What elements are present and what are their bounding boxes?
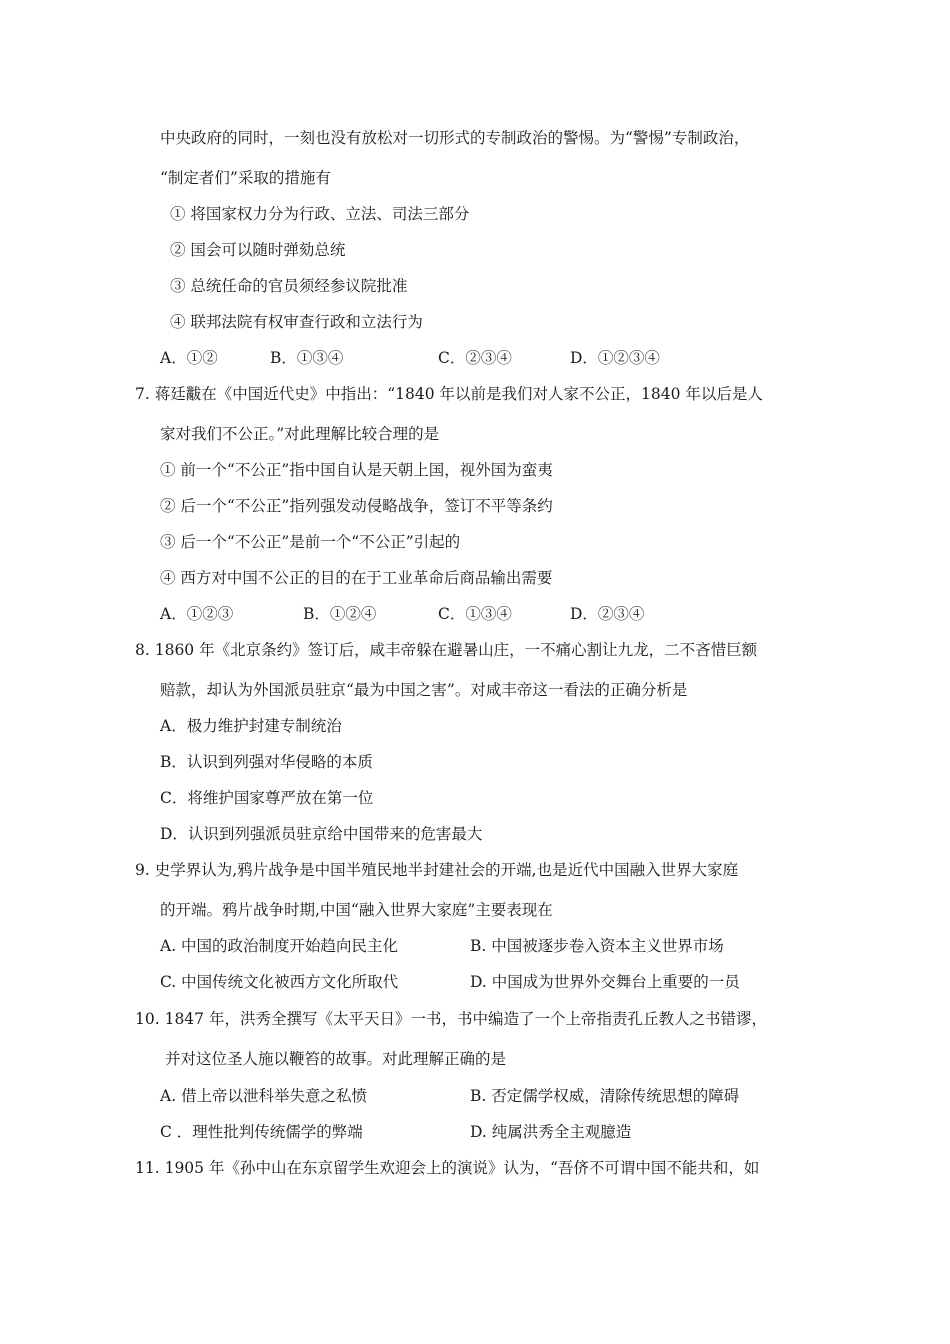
- q7-item-2: ② 后一个“不公正”指列强发动侵略战争，签订不平等条约: [160, 497, 553, 515]
- q8-stem-line1: 8. 1860 年《北京条约》签订后，咸丰帝躲在避暑山庄，一不痛心割让九龙，二不吝惜巨额: [135, 641, 758, 659]
- q10-option-a: A. 借上帝以泄科举失意之私愤: [160, 1087, 368, 1105]
- q7-item-4: ④ 西方对中国不公正的目的在于工业革命后商品输出需要: [160, 569, 553, 587]
- q9-stem-line1: 9. 史学界认为,鸦片战争是中国半殖民地半封建社会的开端,也是近代中国融入世界大家庭: [135, 861, 739, 879]
- q8-option-c: C．将维护国家尊严放在第一位: [160, 789, 374, 807]
- q7-item-3: ③ 后一个“不公正”是前一个“不公正”引起的: [160, 533, 461, 551]
- q6-item-2: ② 国会可以随时弹劾总统: [170, 241, 346, 259]
- q6-option-c: C．②③④: [438, 349, 512, 367]
- q6-stem-line1: 中央政府的同时，一刻也没有放松对一切形式的专制政治的警惕。为“警惕”专制政治，: [160, 129, 750, 147]
- q7-option-b: B．①②④: [303, 605, 377, 623]
- q8-option-d: D．认识到列强派员驻京给中国带来的危害最大: [160, 825, 483, 843]
- q10-stem-line1: 10. 1847 年，洪秀全撰写《太平天日》一书，书中编造了一个上帝指责孔丘教人之书错谬，: [135, 1010, 767, 1028]
- q9-option-b: B. 中国被逐步卷入资本主义世界市场: [470, 937, 724, 955]
- q6-stem-line2: “制定者们”采取的措施有: [160, 169, 331, 187]
- q6-option-b: B．①③④: [270, 349, 344, 367]
- q7-item-1: ① 前一个“不公正”指中国自认是天朝上国，视外国为蛮夷: [160, 461, 553, 479]
- q7-option-d: D．②③④: [570, 605, 645, 623]
- q6-item-4: ④ 联邦法院有权审查行政和立法行为: [170, 313, 423, 331]
- q9-option-d: D. 中国成为世界外交舞台上重要的一员: [470, 973, 740, 991]
- q8-stem-line2: 赔款，却认为外国派员驻京“最为中国之害”。对咸丰帝这一看法的正确分析是: [160, 681, 688, 699]
- q8-option-a: A．极力维护封建专制统治: [160, 717, 342, 735]
- q7-stem-line1: 7. 蒋廷黻在《中国近代史》中指出：“1840 年以前是我们对人家不公正，1840 年以后是人: [135, 385, 763, 403]
- q6-option-a: A．①②: [160, 349, 218, 367]
- q6-item-1: ① 将国家权力分为行政、立法、司法三部分: [170, 205, 470, 223]
- q7-stem-line2: 家对我们不公正。”对此理解比较合理的是: [160, 425, 440, 443]
- q7-option-a: A．①②③: [160, 605, 234, 623]
- q6-option-d: D．①②③④: [570, 349, 660, 367]
- q11-stem-line1: 11. 1905 年《孙中山在东京留学生欢迎会上的演说》认为，“吾侪不可谓中国不能共和，如: [135, 1159, 760, 1177]
- q10-option-b: B. 否定儒学权威，清除传统思想的障碍: [470, 1087, 740, 1105]
- q6-item-3: ③ 总统任命的官员须经参议院批准: [170, 277, 408, 295]
- q10-option-c: C ．理性批判传统儒学的弊端: [160, 1123, 363, 1141]
- q7-option-c: C．①③④: [438, 605, 512, 623]
- q9-stem-line2: 的开端。鸦片战争时期,中国“融入世界大家庭”主要表现在: [160, 901, 553, 919]
- q9-option-a: A. 中国的政治制度开始趋向民主化: [160, 937, 399, 955]
- q10-option-d: D. 纯属洪秀全主观臆造: [470, 1123, 632, 1141]
- q9-option-c: C. 中国传统文化被西方文化所取代: [160, 973, 399, 991]
- q8-option-b: B．认识到列强对华侵略的本质: [160, 753, 373, 771]
- q10-stem-line2: 并对这位圣人施以鞭笞的故事。对此理解正确的是: [165, 1050, 507, 1068]
